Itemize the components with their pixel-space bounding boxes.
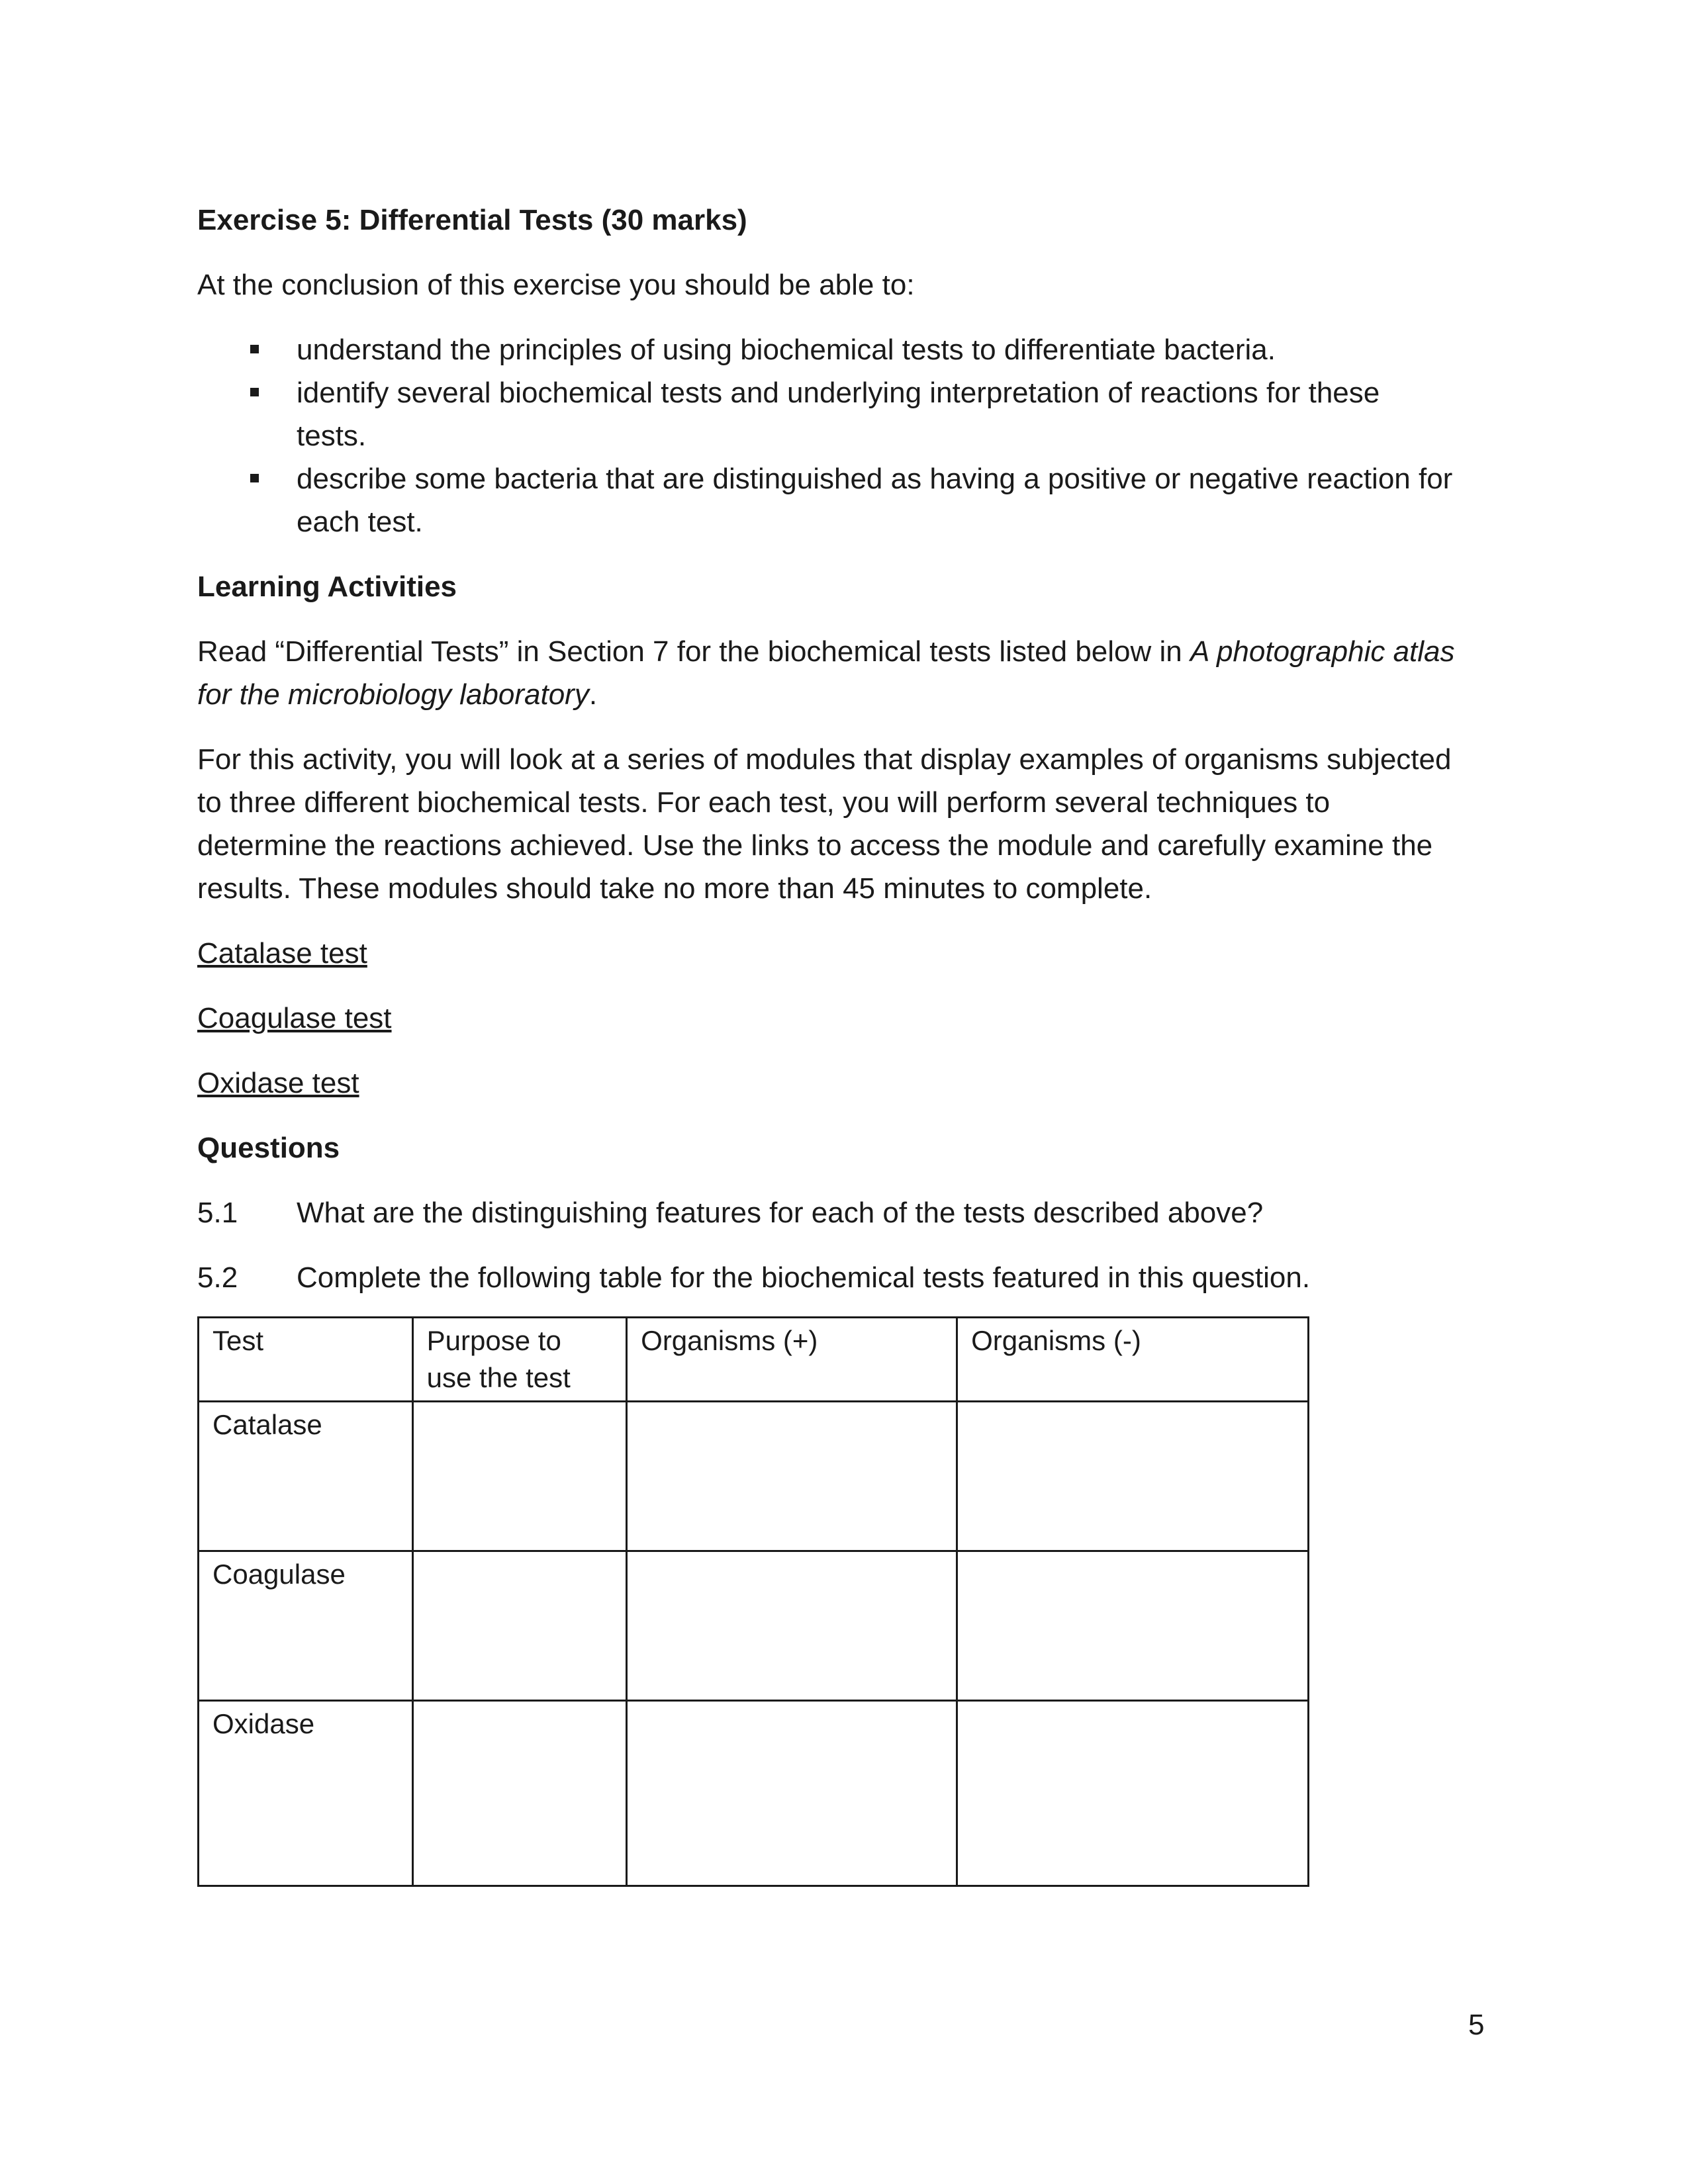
question-text: Complete the following table for the biochemical tests featured in this question. — [297, 1261, 1311, 1294]
organisms-negative-answer-cell[interactable] — [957, 1402, 1309, 1551]
objective-item — [197, 371, 1455, 457]
question-item — [197, 1256, 1455, 1299]
learning-activities-heading: Learning Activities — [197, 570, 457, 603]
exercise-intro: At the conclusion of this exercise you should be able to: — [197, 269, 915, 301]
objective-text: describe some bacteria that are distinguished as having a positive or negative reaction for each test. — [297, 463, 1453, 538]
question-text: What are the distinguishing features for each of the tests described above? — [297, 1197, 1264, 1229]
question-item — [197, 1191, 1455, 1234]
table-header-row — [199, 1318, 1309, 1402]
organisms-positive-answer-cell[interactable] — [627, 1551, 957, 1701]
organisms-positive-answer-cell[interactable] — [627, 1402, 957, 1551]
test-name-cell: Oxidase — [199, 1701, 413, 1886]
catalase-test-link[interactable]: Catalase test — [197, 937, 367, 970]
question-number: 5.1 — [197, 1197, 238, 1229]
reading-instruction — [197, 630, 1455, 716]
oxidase-test-link-row — [197, 1062, 1455, 1105]
bullet-square-icon — [250, 345, 259, 353]
objective-item — [197, 457, 1455, 543]
coagulase-test-link[interactable]: Coagulase test — [197, 1002, 392, 1034]
organisms-negative-answer-cell[interactable] — [957, 1551, 1309, 1701]
objectives-list — [197, 328, 1455, 543]
objective-text: understand the principles of using biochemical tests to differentiate bacteria. — [297, 334, 1276, 366]
organisms-positive-answer-cell[interactable] — [627, 1701, 957, 1886]
book-title: A photographic atlas for the microbiology laboratory — [197, 635, 1455, 711]
reading-suffix: . — [588, 678, 598, 711]
test-name-cell: Catalase — [199, 1402, 413, 1551]
table-row — [199, 1551, 1309, 1701]
bullet-square-icon — [250, 474, 259, 482]
table-row — [199, 1701, 1309, 1886]
activity-description: For this activity, you will look at a series of modules that display examples of organisms subjected to three different biochemical tests. For each test, you will perform several techniques to determine the reactions achieved. Use the links to access the module and carefully examine the results. These modules should take no more than 45 minutes to complete. — [197, 743, 1452, 905]
header-cell-organisms-positive: Organisms (+) — [627, 1318, 957, 1402]
oxidase-test-link[interactable]: Oxidase test — [197, 1067, 359, 1099]
test-name-cell: Coagulase — [199, 1551, 413, 1701]
header-cell-organisms-negative: Organisms (-) — [957, 1318, 1309, 1402]
organisms-negative-answer-cell[interactable] — [957, 1701, 1309, 1886]
catalase-test-link-row — [197, 932, 1455, 975]
questions-heading: Questions — [197, 1132, 340, 1164]
header-cell-purpose: Purpose to use the test — [412, 1318, 626, 1402]
reading-prefix: Read “Differential Tests” in Section 7 for the biochemical tests listed below in — [197, 635, 1190, 668]
bullet-square-icon — [250, 388, 259, 396]
objective-item — [197, 328, 1455, 371]
document-page — [197, 199, 1455, 1887]
purpose-answer-cell[interactable] — [412, 1701, 626, 1886]
page-number: 5 — [1468, 2009, 1485, 2041]
table-row — [199, 1402, 1309, 1551]
exercise-title: Exercise 5: Differential Tests (30 marks) — [197, 204, 747, 236]
coagulase-test-link-row — [197, 997, 1455, 1040]
question-number: 5.2 — [197, 1261, 238, 1294]
biochemical-tests-table — [197, 1316, 1309, 1887]
purpose-answer-cell[interactable] — [412, 1551, 626, 1701]
objective-text: identify several biochemical tests and underlying interpretation of reactions for these tests. — [297, 377, 1380, 452]
purpose-answer-cell[interactable] — [412, 1402, 626, 1551]
header-cell-test: Test — [199, 1318, 413, 1402]
